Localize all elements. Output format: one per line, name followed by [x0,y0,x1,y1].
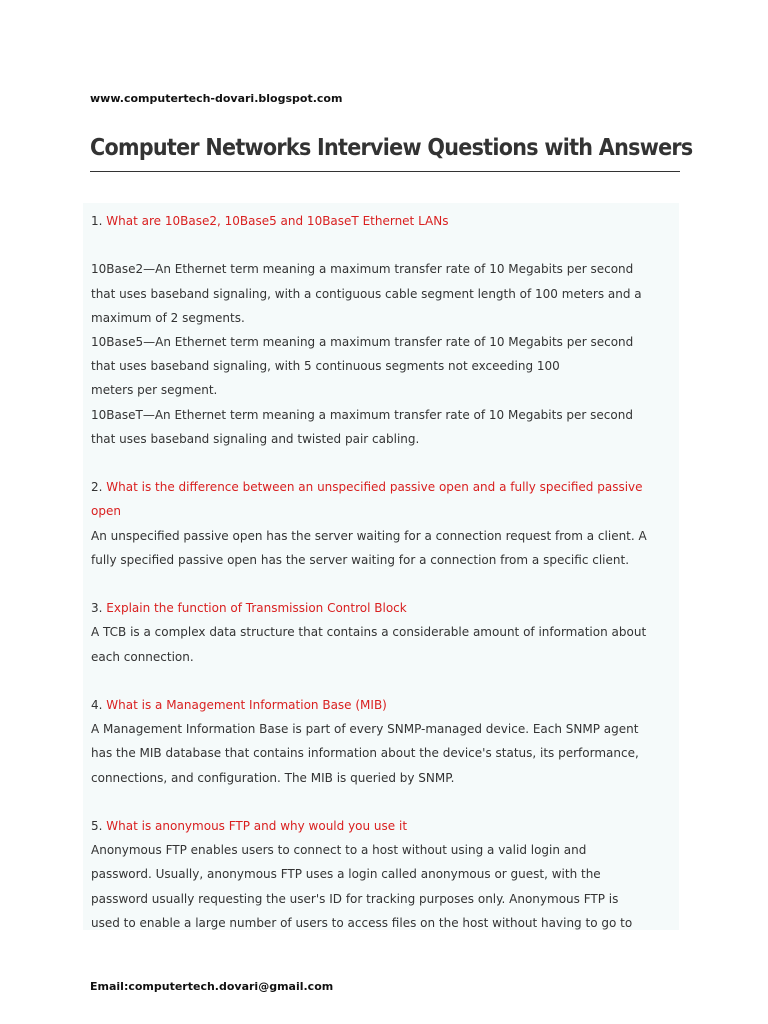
answer-line: maximum of 2 segments. [91,310,245,325]
qa-item-5 [91,814,671,930]
answer-line: Anonymous FTP enables users to connect to a host without using a valid login and [91,843,587,858]
answer-line: that uses baseband signaling, with a contiguous cable segment length of 100 meters and a [91,286,642,301]
question-heading [91,475,671,499]
question-text: What is the difference between an unspecified passive open and a fully specified passive [106,480,643,495]
question-text: What is a Management Information Base (MIB) [106,698,387,712]
answer-line: fully specified passive open has the server waiting for a connection from a specific client. [91,552,630,567]
answer-line: 10Base5—An Ethernet term meaning a maximum transfer rate of 10 Megabits per second [91,335,634,349]
answer-line: A Management Information Base is part of every SNMP-managed device. Each SNMP agent [91,722,639,737]
answer-line: password usually requesting the user's ID for tracking purposes only. Anonymous FTP is [91,891,619,906]
qa-item-2 [91,475,671,596]
question-text: What are 10Base2, 10Base5 and 10BaseT Ethernet LANs [106,214,449,228]
answer-line: meters per segment. [91,383,218,398]
answer-line: that uses baseband signaling, with 5 continuous segments not exceeding 100 [91,359,560,374]
page-title: Computer Networks Interview Questions with Answers [90,135,693,161]
question-text: Explain the function of Transmission Control Block [106,601,407,616]
question-number: 2. [91,480,103,495]
answer-line: has the MIB database that contains information about the device's status, its performance, [91,746,639,761]
answer-line: A TCB is a complex data structure that contains a considerable amount of information about [91,625,647,640]
question-number: 4. [91,698,103,712]
question-text: What is anonymous FTP and why would you use it [106,819,408,833]
answer-line: 10Base2—An Ethernet term meaning a maximum transfer rate of 10 Megabits per second [91,262,634,277]
answer-line: password. Usually, anonymous FTP uses a login called anonymous or guest, with the [91,867,601,882]
question-text-continued: open [91,504,121,519]
qa-item-3 [91,596,671,693]
qa-item-4 [91,693,671,814]
qa-item-1 [91,209,671,475]
answer-line: connections, and configuration. The MIB is queried by SNMP. [91,770,455,785]
answer-line: that uses baseband signaling and twisted pair cabling. [91,431,420,446]
question-number: 3. [91,601,103,616]
answer-line: each connection. [91,649,194,664]
question-heading [91,693,671,717]
question-heading [91,209,671,233]
question-number: 5. [91,819,103,833]
question-heading [91,814,671,838]
answer-line: used to enable a large number of users to access files on the host without having to go to [91,915,633,930]
answer-line: An unspecified passive open has the server waiting for a connection request from a client. A [91,528,647,543]
qa-content [83,203,679,930]
answer-line: 10BaseT—An Ethernet term meaning a maximum transfer rate of 10 Megabits per second [91,407,633,422]
question-heading [91,596,671,620]
title-divider [90,171,680,172]
site-url[interactable]: www.computertech-dovari.blogspot.com [90,92,343,105]
question-number: 1. [91,214,103,228]
footer-email[interactable]: Email:computertech.dovari@gmail.com [90,980,334,993]
